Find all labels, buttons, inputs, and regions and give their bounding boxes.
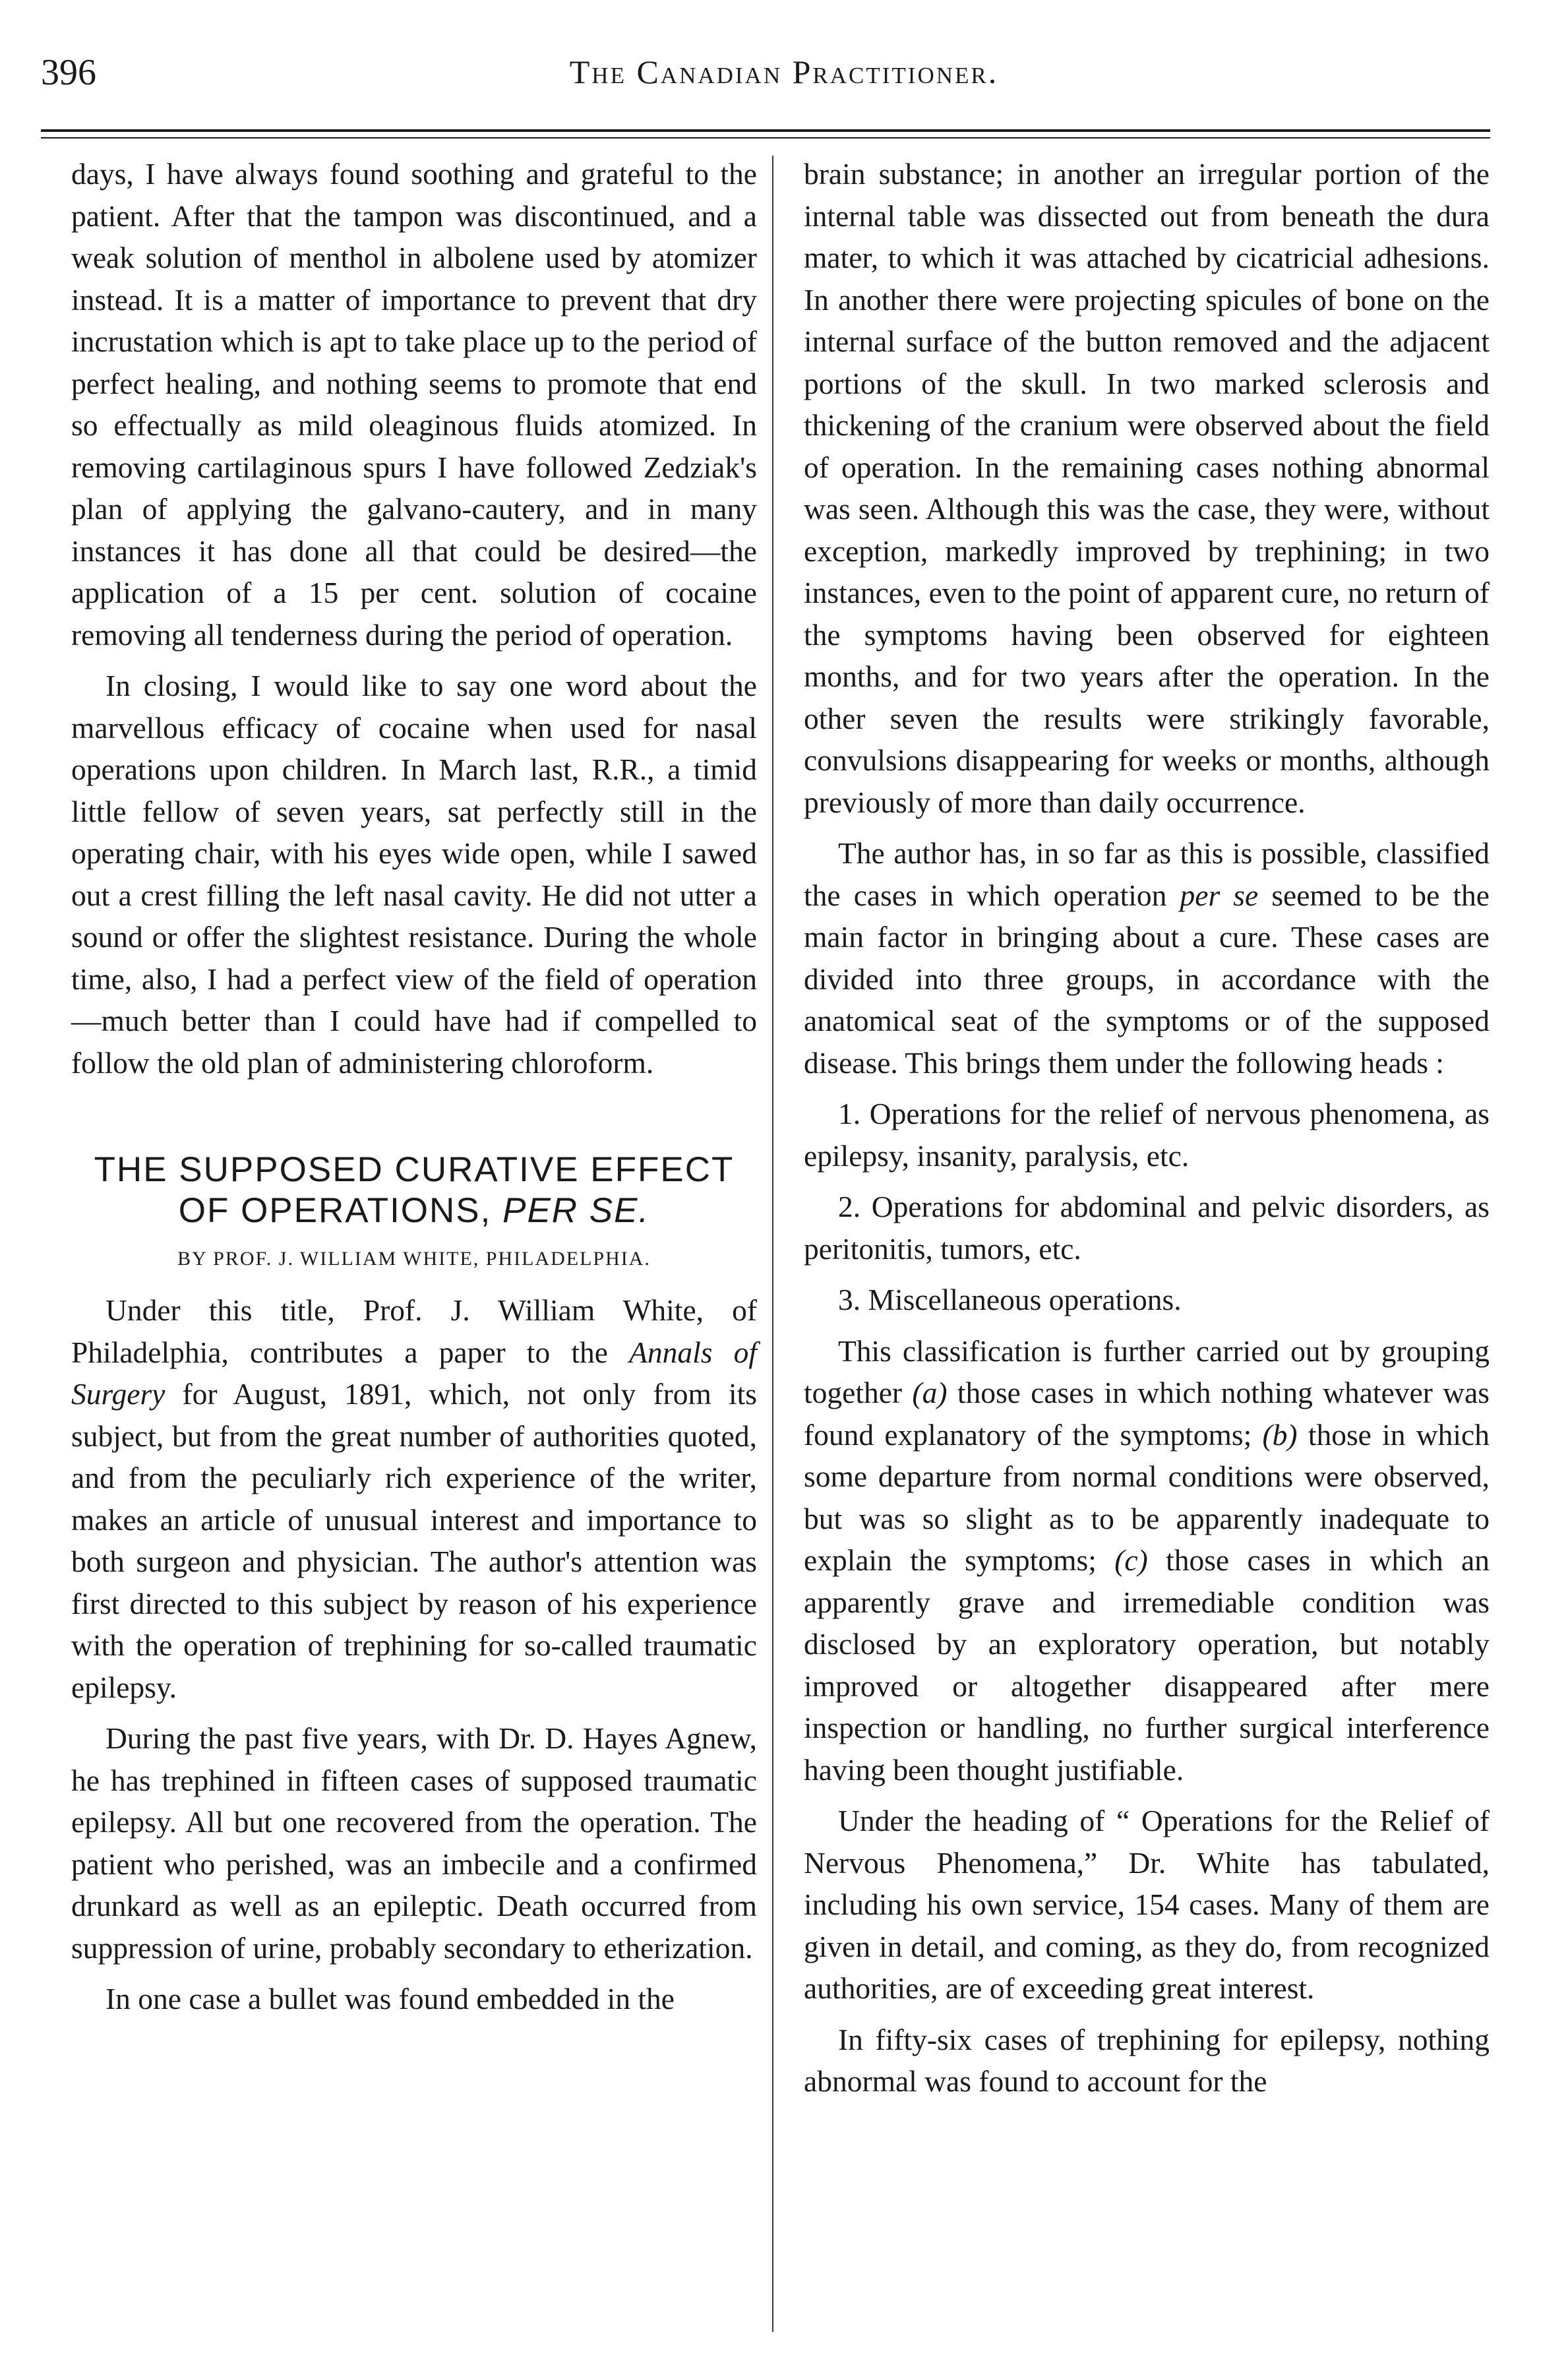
- bullet-case-paragraph: In one case a bullet was found embedded in the: [106, 1982, 675, 2015]
- classified-text-2: seemed to be the main factor in bringing about a cure. These cases are divided into three groups, in accordance with the anatomical seat of the symptoms or of the supposed disease. This brings them under the following heads :: [804, 878, 1490, 1080]
- per-se-italic: per se: [1180, 878, 1259, 912]
- intro-text-1: Under this title, Prof. J. William White, of Philadelphia, contributes a paper to the: [71, 1293, 757, 1369]
- heads-list-item: 1. Operations for the relief of nervous phenomena, as epilepsy, insanity, paralysis, etc.: [804, 1097, 1490, 1173]
- right-column: [804, 153, 1490, 2103]
- article-title-line-1: THE SUPPOSED CURATIVE EFFECT: [94, 1150, 735, 1189]
- group-mark-a: (a): [912, 1376, 948, 1409]
- continued-paragraph-right: brain substance; in another an irregular portion of the internal table was dissected out from beneath the dura mater, to which it was attached by cicatricial adhesions. In another there were projecting spicules of bone on the internal surface of the button removed and the adjacent portions of the skull. In two marked sclerosis and thickening of the cranium were observed about the field of operation. In the remaining cases nothing abnormal was seen. Although this was the case, they were, without exception, markedly improved by trephining; in two instances, even to the point of apparent cure, no return of the symptoms having been observed for eighteen months, and for two years after the operation. In the other seven the results were strikingly favorable, convulsions disappearing for weeks or months, although previously of more than daily occurrence.: [804, 157, 1490, 819]
- column-divider: [772, 156, 773, 2332]
- grouping-text-1: This classification is further carried out by grouping together: [804, 1334, 1490, 1409]
- intro-paragraph: [71, 1289, 757, 1708]
- page-number: 396: [41, 52, 96, 93]
- article-byline: BY PROF. J. WILLIAM WHITE, PHILADELPHIA.: [177, 1248, 651, 1270]
- closing-paragraph: In closing, I would like to say one word about the marvellous efficacy of cocaine when used for nasal operations upon children. In March last, R.R., a timid little fellow of seven years, sat perfectly still in the operating chair, with his eyes wide open, while I sawed out a crest filling the left nasal cavity. He did not utter a sound or offer the slightest resistance. During the whole time, also, I had a perfect view of the field of operation—much better than I could have had if compelled to follow the old plan of administering chloroform.: [71, 669, 757, 1080]
- running-head-journal-title: The Canadian Practitioner.: [569, 53, 999, 90]
- annals-of-surgery-title: Annals of Surgery: [71, 1335, 757, 1411]
- article-title-per-se: PER SE.: [502, 1191, 650, 1230]
- grouping-text-2: those cases in which nothing whatever was found explanatory of the symptoms;: [804, 1376, 1490, 1452]
- heads-list-item: 3. Miscellaneous operations.: [838, 1283, 1182, 1316]
- header-rule: [41, 129, 1490, 132]
- header-rule-thin: [41, 137, 1490, 138]
- classification-paragraph: [804, 832, 1490, 1084]
- left-column: [71, 153, 757, 2020]
- five-years-paragraph: During the past five years, with Dr. D. Hayes Agnew, he has trephined in fifteen cases of supposed traumatic epilepsy. All but one recovered from the operation. The patient who perished, was an imbecile and a confirmed drunkard as well as an epileptic. Death occurred from suppression of urine, probably secondary to etherization.: [71, 1721, 757, 1965]
- group-mark-b: (b): [1262, 1417, 1298, 1452]
- nervous-phenomena-paragraph: Under the heading of “ Operations for the Relief of Nervous Phenomena,” Dr. White has tabulated, including his own service, 154 cases. Many of them are given in detail, and coming, as they do, from recognized authorities, are of exceeding great interest.: [804, 1804, 1490, 2005]
- heads-list-item: 2. Operations for abdominal and pelvic disorders, as peritonitis, tumors, etc.: [804, 1190, 1490, 1266]
- intro-text-2: for August, 1891, which, not only from its subject, but from the great number of authorities quoted, and from the peculiarly rich experience of the writer, makes an article of unusual interest and importance to both surgeon and physician. The author's attention was first directed to this subject by reason of his experience with the operation of trephining for so-called traumatic epilepsy.: [71, 1377, 757, 1704]
- article-title-line-2: [71, 1190, 757, 1231]
- article-title: [71, 1150, 757, 1190]
- group-mark-c: (c): [1114, 1543, 1148, 1577]
- fifty-six-cases-paragraph: In fifty-six cases of trephining for epilepsy, nothing abnormal was found to account for the: [804, 2022, 1490, 2098]
- grouping-paragraph: [804, 1330, 1490, 1791]
- continued-paragraph: days, I have always found soothing and grateful to the patient. After that the tampon was discontinued, and a weak solution of menthol in albolene used by atomizer instead. It is a matter of importance to prevent that dry incrustation which is apt to take place up to the period of perfect healing, and nothing seems to promote that end so effectually as mild oleaginous fluids atomized. In removing cartilaginous spurs I have followed Zedziak's plan of applying the galvano-cautery, and in many instances it has done all that could be desired—the application of a 15 per cent. solution of cocaine removing all tenderness during the period of operation.: [71, 157, 757, 652]
- grouping-text-3: those in which some departure from normal conditions were observed, but was so slight as to be apparently inadequate to explain the symptoms;: [804, 1417, 1490, 1577]
- article-title-prefix: OF OPERATIONS,: [178, 1191, 503, 1230]
- classified-text-1: The author has, in so far as this is possible, classified the cases in which operation: [804, 836, 1490, 912]
- grouping-text-4: those cases in which an apparently grave and irremediable condition was disclosed by an exploratory operation, but notably improved or altogether disappeared after mere inspection or handling, no further surgical interference having been thought justifiable.: [804, 1543, 1490, 1787]
